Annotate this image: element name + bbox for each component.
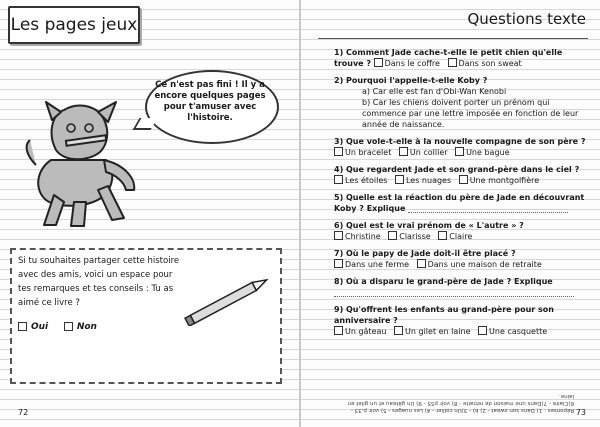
option-checkbox[interactable]: [438, 231, 447, 240]
speech-bubble-text: Ce n'est pas fini ! Il y a encore quelques pages pour t'amuser avec l'histoire.: [154, 80, 266, 123]
question-text: 4) Que regardent Jade et son grand-père dans le ciel ?: [334, 165, 580, 174]
option: [448, 58, 522, 69]
option-label: Dans le coffre: [384, 59, 440, 68]
option-label: Clarisse: [399, 232, 431, 241]
no-label: Non: [76, 322, 97, 332]
option-label: Un bracelet: [345, 148, 392, 157]
question-1: [334, 47, 592, 69]
option-label: Claire: [449, 232, 473, 241]
question-text: 6) Quel est le vrai prénom de « L'autre » ?: [334, 221, 524, 230]
no-checkbox[interactable]: [64, 322, 73, 331]
question-4: [334, 164, 592, 186]
liked-book-choices: [18, 322, 97, 332]
option-label: Une casquette: [489, 327, 548, 336]
option-label: Une bague: [466, 148, 510, 157]
option-label: Les étoiles: [345, 176, 388, 185]
option-checkbox[interactable]: [459, 175, 468, 184]
option-label: Une montgolfière: [469, 176, 540, 185]
dog-illustration: [16, 90, 146, 230]
questions-title: Questions texte: [467, 10, 586, 28]
question-text: 1) Comment Jade cache-t-elle le petit chien qu'elle trouve ?: [334, 48, 563, 68]
option-label: Un gâteau: [345, 327, 387, 336]
question-8: [334, 276, 592, 298]
question-3: [334, 136, 592, 158]
answer-a: a) Car elle est fan d'Obi-Wan Kenobi: [362, 87, 507, 96]
question-text: 3) Que vole-t-elle à la nouvelle compagne de son père ?: [334, 137, 586, 146]
question-9: [334, 304, 592, 337]
option-checkbox[interactable]: [395, 175, 404, 184]
option-checkbox[interactable]: [388, 231, 397, 240]
question-text: 8) Où a disparu le grand-père de Jade ? Explique: [334, 277, 553, 286]
option-label: Dans son sweat: [458, 59, 522, 68]
answers-upside-down: Réponses : 1) Dans son sweat - 2) b) - 3)Un collier - 4) Les nuages - 5) voir p.33 - 6)Claire - 7)Dans une maison de retraite - 8) voir p55 - 9) Un gâteau et un gilet en laine.: [347, 393, 574, 413]
option-checkbox[interactable]: [417, 259, 426, 268]
question-text: 9) Qu'offrent les enfants au grand-père pour son anniversaire ?: [334, 305, 554, 325]
answer-b: b) Car les chiens doivent porter un prénom qui commence par une lettre imposée en fonction de leur année de naissance.: [362, 98, 579, 129]
questions-list: [334, 47, 592, 343]
section-tab: [8, 6, 140, 44]
question-text: 5) Quelle est la réaction du père de Jade en découvrant Koby ? Explique: [334, 193, 585, 213]
option-checkbox[interactable]: [334, 175, 343, 184]
pencil-icon: [178, 276, 278, 326]
option-checkbox[interactable]: [399, 147, 408, 156]
page-number-left: 72: [18, 408, 29, 417]
option-checkbox[interactable]: [334, 231, 343, 240]
question-text: 7) Où le papy de Jade doit-il être placé ?: [334, 249, 516, 258]
title-underline: [318, 38, 588, 39]
option-label: Christine: [345, 232, 381, 241]
option-checkbox[interactable]: [374, 58, 383, 67]
answer-line[interactable]: [334, 288, 574, 297]
option-checkbox[interactable]: [394, 326, 403, 335]
option-checkbox[interactable]: [455, 147, 464, 156]
option-label: Dans une maison de retraite: [427, 260, 542, 269]
option-label: Un gilet en laine: [405, 327, 471, 336]
page-number-right: 73: [575, 408, 586, 417]
question-7: [334, 248, 592, 270]
yes-checkbox[interactable]: [18, 322, 27, 331]
option-label: Dans une ferme: [345, 260, 410, 269]
question-6: [334, 220, 592, 242]
option-label: Un collier: [409, 148, 448, 157]
section-title: Les pages jeux: [10, 15, 138, 35]
option-checkbox[interactable]: [448, 58, 457, 67]
yes-label: Oui: [31, 322, 49, 332]
question-2: [334, 75, 592, 130]
share-prompt: Si tu souhaites partager cette histoire avec des amis, voici un espace pour tes remarques et tes conseils : Tu as aimé ce livre ?: [18, 256, 180, 308]
option-checkbox[interactable]: [334, 259, 343, 268]
question-text: 2) Pourquoi l'appelle-t-elle Koby ?: [334, 76, 488, 85]
option-checkbox[interactable]: [478, 326, 487, 335]
option: [374, 58, 440, 69]
option-checkbox[interactable]: [334, 326, 343, 335]
answer-line[interactable]: [408, 204, 568, 213]
option-label: Les nuages: [405, 176, 452, 185]
option-checkbox[interactable]: [334, 147, 343, 156]
question-5: [334, 192, 592, 214]
